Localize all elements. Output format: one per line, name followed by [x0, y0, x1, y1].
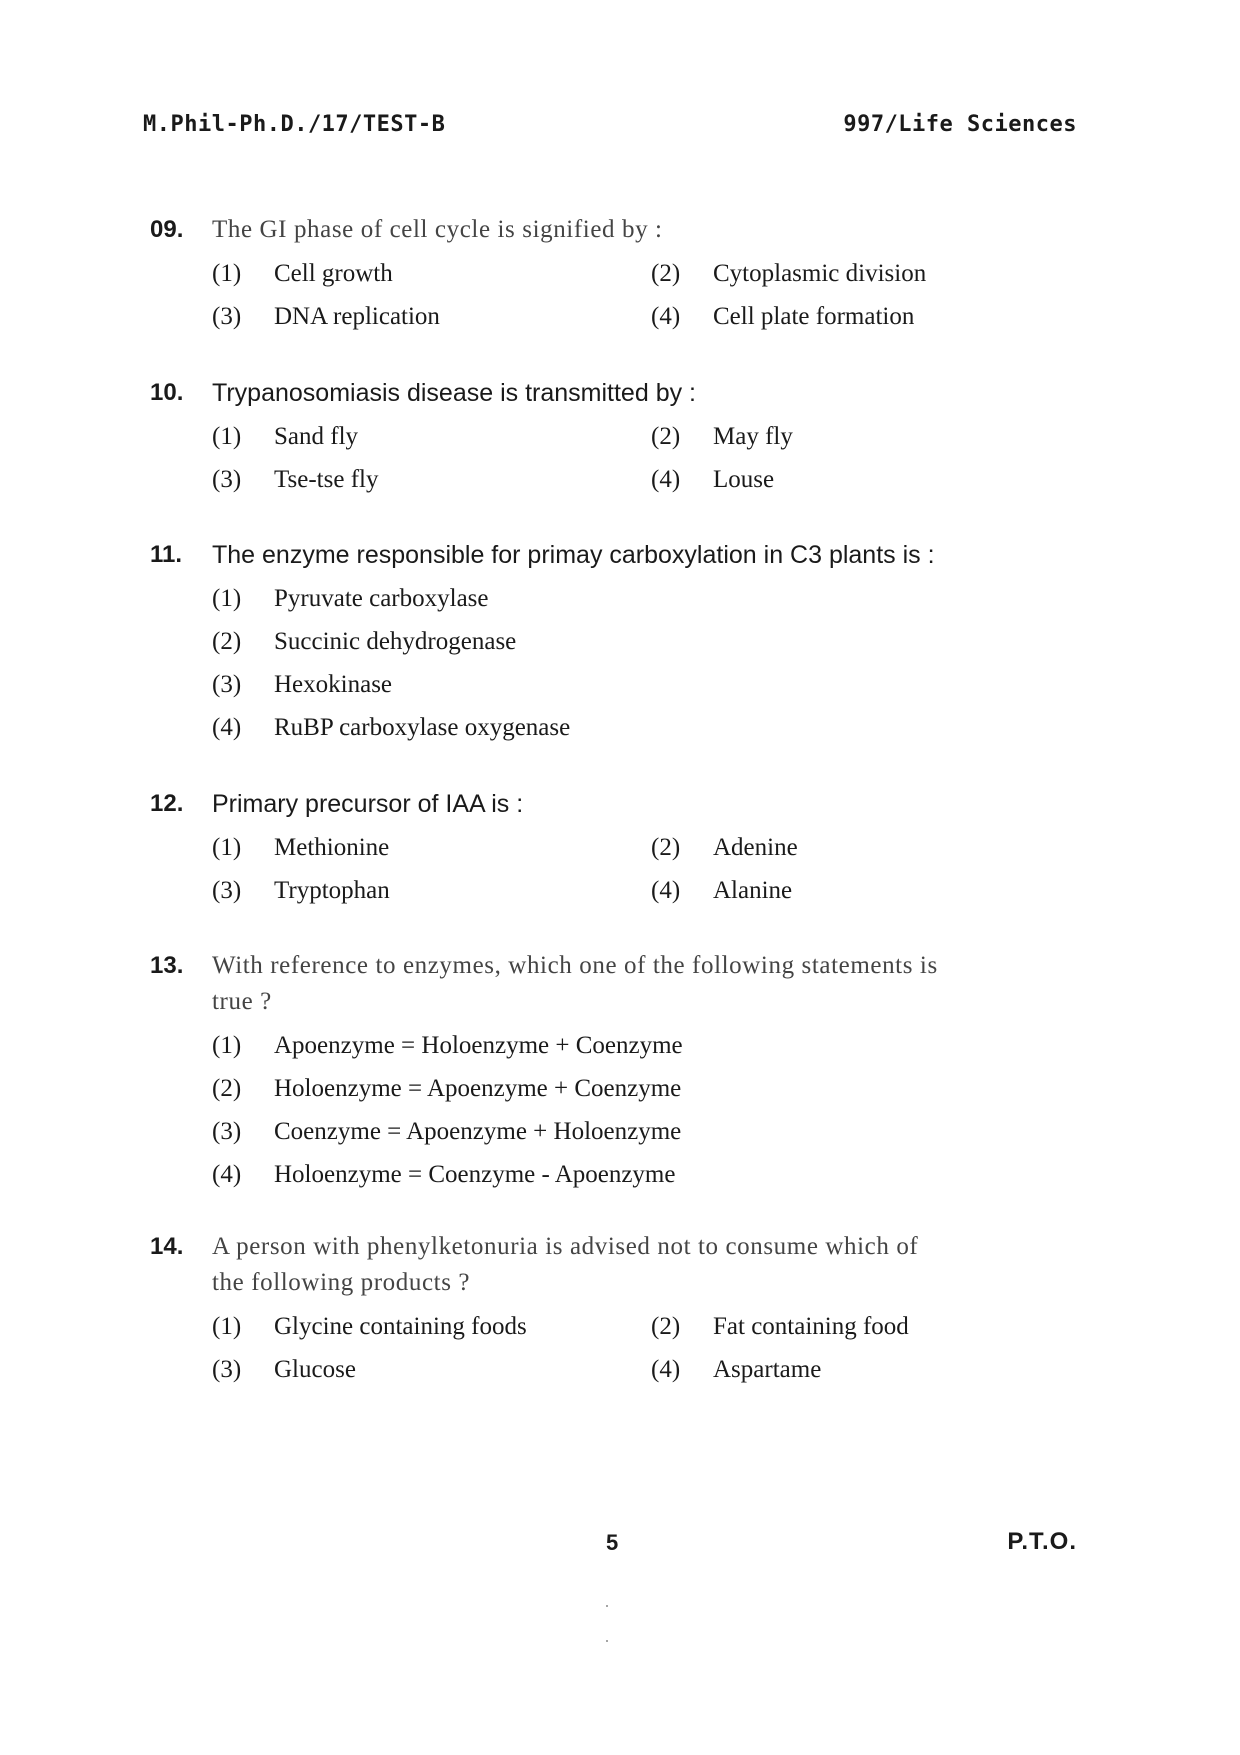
option-3: (3) DNA replication	[212, 302, 440, 330]
question-text: Trypanosomiasis disease is transmitted by :	[212, 379, 696, 407]
option-3: (3) Hexokinase	[212, 670, 393, 698]
option-2: (2) Adenine	[651, 833, 798, 861]
option-2: (2) Fat containing food	[651, 1312, 909, 1340]
question-text: The enzyme responsible for primay carboxylation in C3 plants is :	[212, 541, 935, 569]
option-3: (3) Tryptophan	[212, 876, 390, 904]
question-text-line-2: the following products ?	[212, 1269, 471, 1296]
option-1: (1) Glycine containing foods	[212, 1312, 527, 1340]
question-13	[150, 948, 1090, 1196]
option-2: (2) Cytoplasmic division	[651, 259, 927, 287]
question-text-line-1: With reference to enzymes, which one of the following statements is	[212, 952, 938, 979]
question-text-line-2: true ?	[212, 988, 272, 1015]
option-3: (3) Coenzyme = Apoenzyme + Holoenzyme	[212, 1117, 682, 1145]
option-2: (2) Holoenzyme = Apoenzyme + Coenzyme	[212, 1074, 682, 1102]
option-4: (4) Alanine	[651, 876, 793, 904]
option-4: (4) Cell plate formation	[651, 302, 915, 330]
option-1: (1) Sand fly	[212, 422, 359, 450]
question-number: 13.	[150, 952, 184, 979]
option-1: (1) Cell growth	[212, 259, 393, 287]
question-number: 14.	[150, 1233, 184, 1260]
option-4: (4) Aspartame	[651, 1355, 822, 1383]
subject-title: 997/Life Sciences	[843, 112, 1077, 137]
question-10	[150, 375, 1090, 501]
question-number: 11.	[150, 541, 183, 568]
option-1: (1) Apoenzyme = Holoenzyme + Coenzyme	[212, 1031, 683, 1059]
question-number: 10.	[150, 379, 184, 406]
scan-speck	[606, 1640, 608, 1642]
question-text: The GI phase of cell cycle is signified by :	[212, 216, 663, 243]
option-3: (3) Glucose	[212, 1355, 356, 1383]
option-4: (4) RuBP carboxylase oxygenase	[212, 713, 571, 741]
question-12	[150, 786, 1090, 912]
question-number: 12.	[150, 790, 184, 817]
option-2: (2) Succinic dehydrogenase	[212, 627, 517, 655]
question-14	[150, 1229, 1090, 1391]
question-number: 09.	[150, 216, 184, 243]
option-3: (3) Tse-tse fly	[212, 465, 379, 493]
option-1: (1) Methionine	[212, 833, 390, 861]
question-text: Primary precursor of IAA is :	[212, 790, 524, 818]
option-4: (4) Holoenzyme = Coenzyme - Apoenzyme	[212, 1160, 676, 1188]
question-09	[150, 212, 1090, 338]
scan-speck	[606, 1605, 608, 1607]
question-11	[150, 537, 1090, 749]
option-1: (1) Pyruvate carboxylase	[212, 584, 489, 612]
option-4: (4) Louse	[651, 465, 775, 493]
question-text-line-1: A person with phenylketonuria is advised not to consume which of	[212, 1233, 919, 1260]
option-2: (2) May fly	[651, 422, 793, 450]
paper-code: M.Phil-Ph.D./17/TEST-B	[143, 112, 446, 137]
page-number: 5	[606, 1530, 619, 1555]
please-turn-over: P.T.O.	[1007, 1528, 1077, 1555]
